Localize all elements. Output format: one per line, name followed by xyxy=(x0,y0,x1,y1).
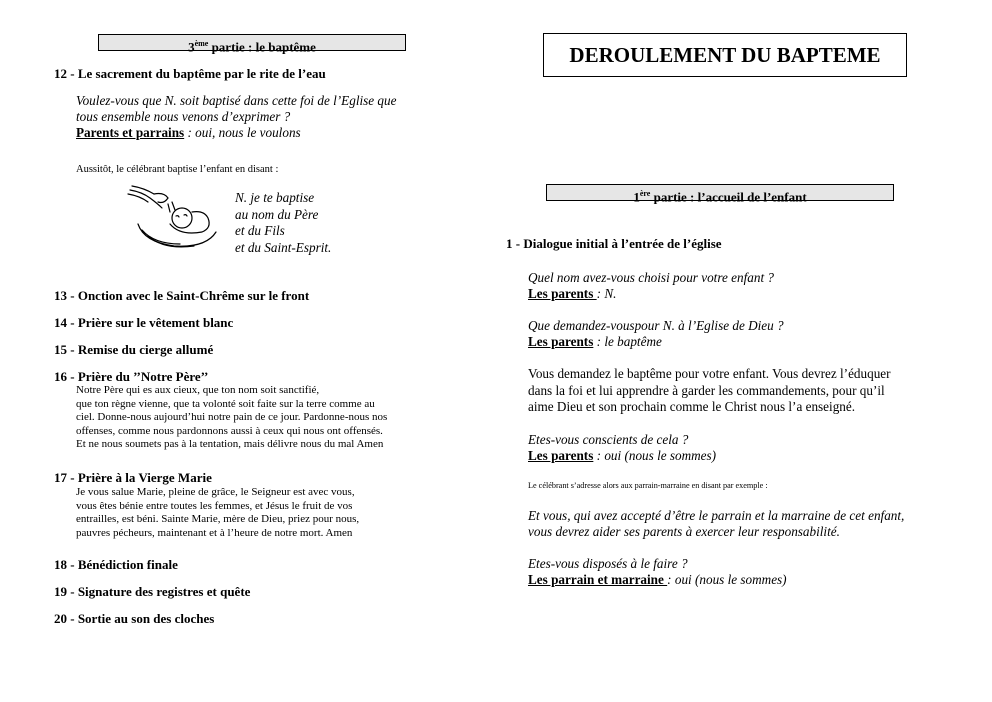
baptism-formula xyxy=(235,190,331,256)
prayer-line: que ton règne vienne, que ta volonté soit faite sur la terre comme au xyxy=(76,397,375,410)
section-title: partie : l’accueil de l’enfant xyxy=(650,189,807,205)
response-label: Parents et parrains xyxy=(76,125,185,140)
question-line: Et vous, qui avez accepté d’être le parrain et la marraine de cet enfant, xyxy=(528,508,905,523)
item-14-heading: 14 - Prière sur le vêtement blanc xyxy=(54,315,234,330)
prayer-line: vous êtes bénie entre toutes les femmes, et Jésus le fruit de vos xyxy=(76,499,353,512)
paragraph-line: dans la foi et lui apprendre à garder les commandements, pour qu’il xyxy=(528,382,885,398)
prayer-line: offenses, comme nous pardonnons aussi à ceux qui nous ont offensés. xyxy=(76,424,383,437)
notre-pere-text xyxy=(76,384,387,452)
question-line: Quel nom avez-vous choisi pour votre enfant ? xyxy=(528,270,774,285)
item-12-heading: 12 - Le sacrement du baptême par le rite de l’eau xyxy=(54,66,326,81)
aussitot-note: Aussitôt, le célébrant baptise l’enfant en disant : xyxy=(76,164,279,175)
item-15-heading: 15 - Remise du cierge allumé xyxy=(54,342,214,357)
response-line xyxy=(76,125,456,141)
response-line xyxy=(528,448,716,464)
celebrant-note: Le célébrant s’adresse alors aux parrain-marraine en disant par exemple : xyxy=(528,481,768,490)
dialogue-q2 xyxy=(528,318,784,350)
question-12 xyxy=(76,93,456,141)
section-header-bapteme xyxy=(98,34,406,55)
response-label: Les parrain et marraine xyxy=(528,572,668,587)
response-text: : oui (nous le sommes) xyxy=(667,572,787,587)
question-line: Etes-vous conscients de cela ? xyxy=(528,432,689,447)
item-17-heading: 17 - Prière à la Vierge Marie xyxy=(54,470,212,485)
prayer-line: pauvres pécheurs, maintenant et à l’heure de notre mort. Amen xyxy=(76,526,353,539)
item-13-heading: 13 - Onction avec le Saint-Chrême sur le front xyxy=(54,288,310,303)
section-number-suffix: ème xyxy=(194,39,209,48)
prayer-line: ciel. Donne-nous aujourd’hui notre pain de ce jour. Pardonne-nous nos xyxy=(76,411,388,424)
question-line: tous ensemble nous venons d’exprimer ? xyxy=(76,109,291,124)
celebrant-paragraph xyxy=(528,366,891,416)
response-label: Les parents xyxy=(528,334,594,349)
section-number: 3 xyxy=(188,39,195,55)
paragraph-line: Vous demandez le baptême pour votre enfant. Vous devrez l’éduquer xyxy=(528,366,891,381)
response-line xyxy=(528,334,784,350)
item-20-heading: 20 - Sortie au son des cloches xyxy=(54,611,215,626)
baptism-illustration-icon xyxy=(124,184,220,252)
dialogue-q5 xyxy=(528,556,787,588)
response-text: : oui, nous le voulons xyxy=(184,125,301,140)
response-line xyxy=(528,286,774,302)
item-1-heading: 1 - Dialogue initial à l’entrée de l’église xyxy=(506,236,722,251)
question-line: vous devrez aider ses parents à exercer leur responsabilité. xyxy=(528,524,840,539)
response-label: Les parents xyxy=(528,448,594,463)
question-line: Etes-vous disposés à le faire ? xyxy=(528,556,688,571)
response-text: : oui (nous le sommes) xyxy=(593,448,717,463)
response-text: : N. xyxy=(596,286,617,301)
prayer-line: Notre Père qui es aux cieux, que ton nom soit sanctifié, xyxy=(76,384,320,396)
dialogue-q1 xyxy=(528,270,774,302)
paragraph-line: aime Dieu et son prochain comme le Christ nous l’a enseigné. xyxy=(528,399,856,414)
item-16-heading: 16 - Prière du ’’Notre Père’’ xyxy=(54,369,209,384)
response-text: : le baptême xyxy=(593,334,662,349)
section-title: partie : le baptême xyxy=(208,39,316,55)
dialogue-q3 xyxy=(528,432,716,464)
section-number-suffix: ère xyxy=(639,189,651,198)
item-19-heading: 19 - Signature des registres et quête xyxy=(54,584,251,599)
question-line: Voulez-vous que N. soit baptisé dans cette foi de l’Eglise que xyxy=(76,93,397,108)
response-line xyxy=(528,572,787,588)
section-header-accueil xyxy=(546,184,894,205)
prayer-line: Et ne nous soumets pas à la tentation, mais délivre nous du mal Amen xyxy=(76,438,384,451)
section-number: 1 xyxy=(633,189,640,205)
response-label: Les parents xyxy=(528,286,597,301)
page-title: DEROULEMENT DU BAPTEME xyxy=(543,33,907,77)
dialogue-q4 xyxy=(528,508,904,540)
prayer-line: Je vous salue Marie, pleine de grâce, le Seigneur est avec vous, xyxy=(76,486,355,498)
formula-line: et du Saint-Esprit. xyxy=(235,239,332,255)
formula-line: N. je te baptise xyxy=(235,190,315,205)
formula-line: au nom du Père xyxy=(235,206,319,222)
prayer-line: entrailles, est béni. Sainte Marie, mère de Dieu, priez pour nous, xyxy=(76,513,360,526)
item-18-heading: 18 - Bénédiction finale xyxy=(54,557,178,572)
formula-line: et du Fils xyxy=(235,223,285,238)
question-line: Que demandez-vouspour N. à l’Eglise de Dieu ? xyxy=(528,318,784,333)
ave-maria-text xyxy=(76,486,359,540)
